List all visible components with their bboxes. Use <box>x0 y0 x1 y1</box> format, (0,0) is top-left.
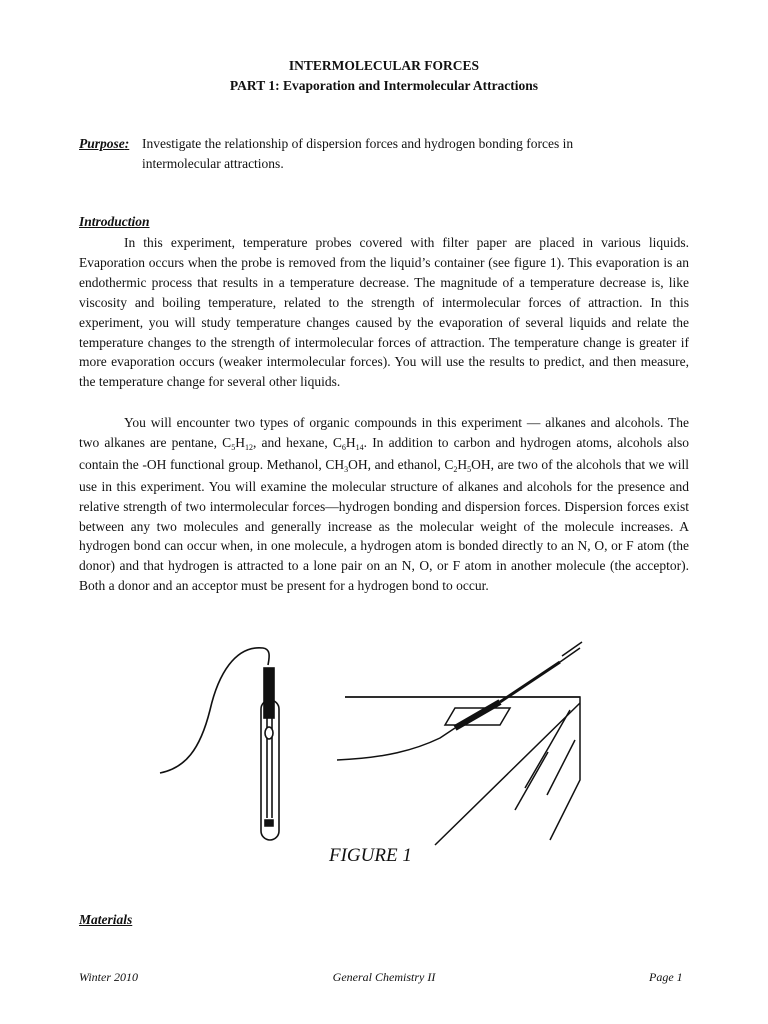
bench-probe-drawing <box>337 642 582 845</box>
document-subtitle: PART 1: Evaporation and Intermolecular Attractions <box>229 78 539 93</box>
figure-1-illustration <box>155 640 595 850</box>
footer-page-number: Page 1 <box>649 970 683 984</box>
figure-caption: FIGURE 1 <box>329 845 412 866</box>
purpose-text: Investigate the relationship of dispersion forces and hydrogen bonding forces in intermolecular attractions. <box>142 136 574 171</box>
footer-term: Winter 2010 <box>79 970 138 984</box>
purpose-label: Purpose: <box>79 136 130 151</box>
introduction-heading: Introduction <box>79 214 150 229</box>
introduction-paragraph-1: In this experiment, temperature probes covered with filter paper are placed in various liquids. Evaporation occurs when the probe is removed from the liquid’s container (see figure 1). This evaporation is an endothermic process that results in a temperature decrease. The magnitude of a temperature decrease is, like viscosity and boiling temperature, related to the strength of intermolecular forces of attraction. In this experiment, you will study temperature changes caused by the evaporation of several liquids and relate the temperature changes to the strength of intermolecular forces of attraction. The temperature change is greater if more evaporation occurs (weaker intermolecular forces). You will use the results to predict, and then measure, the temperature change for several other liquids. <box>79 235 689 390</box>
materials-heading: Materials <box>79 912 133 927</box>
test-tube-probe-drawing <box>160 648 279 840</box>
footer-course: General Chemistry II <box>332 970 436 984</box>
introduction-paragraph-2: You will encounter two types of organic compounds in this experiment — alkanes and alcohols. The two alkanes are pentane, $C_5H_{12}$, and hexane, $C_6H_{14}$. In addition to carbon and hydrogen atoms, alcohols also contain the -OH functional group. Methanol, $CH_3OH$, and ethanol, $C_2H_5OH$, are two of the alcohols that we will use in this experiment. You will examine the molecular structure of alkanes and alcohols for the presence and relative strength of two intermolecular forces—hydrogen bonding and dispersion forces. Dispersion forces exist between any two molecules and generally increase as the molecular weight of the molecule increases. A hydrogen bond can occur when, in one molecule, a hydrogen atom is bonded directly to an N, O, or F atom (the donor) and that hydrogen is attracted to a lone pair on an N, O, or F atom in another molecule (the acceptor). Both a donor and an acceptor must be present for a hydrogen bond to occur. <box>79 415 689 594</box>
document-title: INTERMOLECULAR FORCES <box>288 58 480 73</box>
